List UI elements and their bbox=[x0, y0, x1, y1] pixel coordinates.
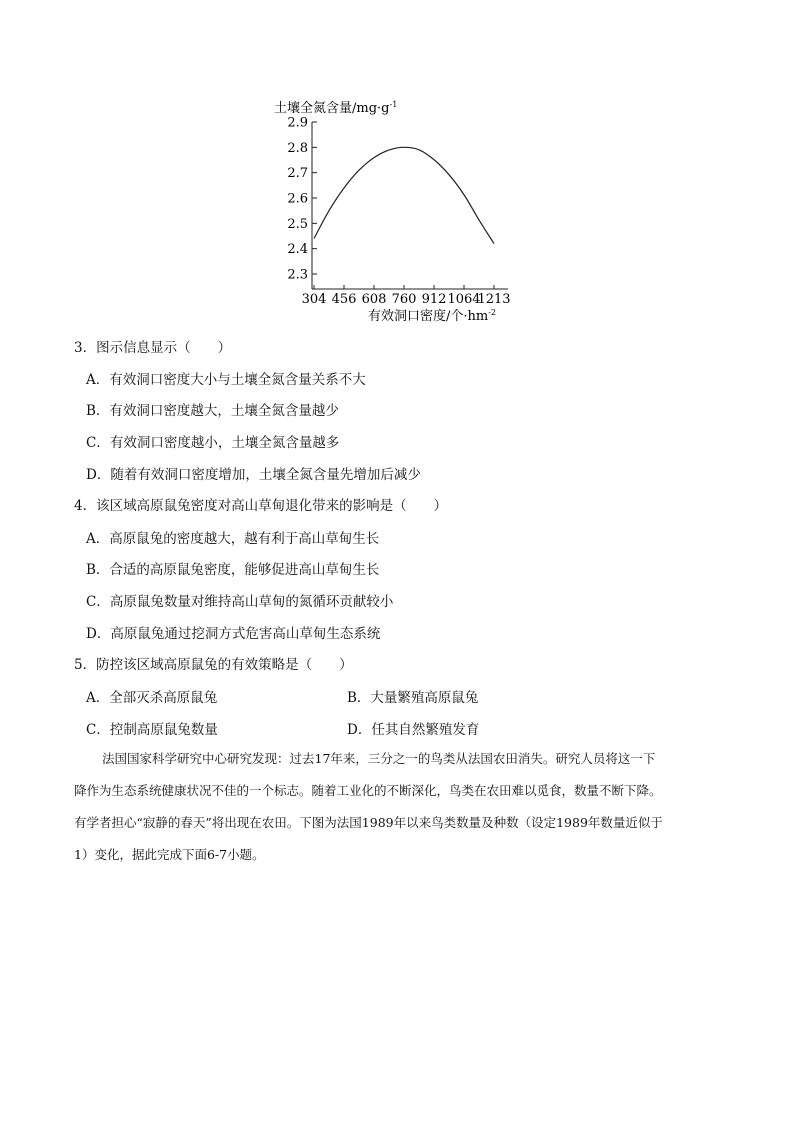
y-tick-label: 2.4 bbox=[287, 242, 308, 258]
q4-option-d: D．高原鼠兔通过挖洞方式危害高山草甸生态系统 bbox=[86, 626, 381, 642]
series-line bbox=[314, 147, 494, 243]
passage-line-1: 法国国家科学研究中心研究发现：过去17年来，三分之一的鸟类从法国农田消失。研究人员将这一下 bbox=[102, 751, 656, 766]
x-axis-title: 有效洞口密度/个$\cdot hm^{-2}$ bbox=[368, 308, 497, 324]
q5-option-c: C．控制高原鼠兔数量 bbox=[86, 722, 218, 738]
passage-line-4: 1）变化，据此完成下面6-7小题。 bbox=[74, 847, 265, 862]
x-tick-label: 608 bbox=[361, 292, 387, 307]
q4-option-b: B．合适的高原鼠兔密度，能够促进高山草甸生长 bbox=[86, 562, 380, 578]
y-tick-label: 2.3 bbox=[287, 267, 308, 283]
nitrogen-chart bbox=[268, 96, 528, 324]
q3-option-a: A．有效洞口密度大小与土壤全氮含量关系不大 bbox=[86, 372, 366, 388]
q5-option-a: A．全部灭杀高原鼠兔 bbox=[86, 690, 218, 706]
x-tick-label: 1064 bbox=[447, 292, 481, 307]
y-tick-label: 2.7 bbox=[287, 166, 308, 182]
x-tick-label: 304 bbox=[301, 292, 327, 307]
x-tick-label: 760 bbox=[391, 292, 417, 307]
x-tick-label: 912 bbox=[421, 292, 447, 307]
y-tick-label: 2.9 bbox=[287, 115, 308, 131]
question-3-stem: 3．图示信息显示（ ） bbox=[74, 340, 232, 356]
q4-option-a: A．高原鼠兔的密度越大，越有利于高山草甸生长 bbox=[86, 531, 380, 547]
q5-option-b: B．大量繁殖高原鼠兔 bbox=[347, 690, 479, 706]
x-tick-label: 456 bbox=[331, 292, 357, 307]
q5-option-d: D．任其自然繁殖发育 bbox=[347, 722, 480, 738]
y-tick-label: 2.6 bbox=[287, 191, 308, 207]
q3-option-c: C．有效洞口密度越小，土壤全氮含量越多 bbox=[86, 435, 340, 451]
passage-line-3: 有学者担心“寂静的春天”将出现在农田。下图为法国1989年以来鸟类数量及种数（设定1989年数量近似于 bbox=[74, 815, 663, 830]
question-4-stem: 4．该区域高原鼠兔密度对高山草甸退化带来的影响是（ ） bbox=[74, 498, 448, 514]
q3-option-d: D．随着有效洞口密度增加，土壤全氮含量先增加后减少 bbox=[86, 467, 421, 483]
q3-option-b: B．有效洞口密度越大，土壤全氮含量越少 bbox=[86, 403, 339, 419]
x-tick-label: 1213 bbox=[477, 292, 511, 307]
q4-option-c: C．高原鼠兔数量对维持高山草甸的氮循环贡献较小 bbox=[86, 594, 394, 610]
chart-svg bbox=[268, 96, 528, 324]
passage-line-2: 降作为生态系统健康状况不佳的一个标志。随着工业化的不断深化，鸟类在农田难以觅食，数量不断下降。 bbox=[74, 783, 662, 798]
y-tick-label: 2.8 bbox=[287, 140, 308, 156]
y-axis-title: 土壤全氮含量$/mg\cdot g^{-1}$ bbox=[274, 100, 398, 116]
y-tick-label: 2.5 bbox=[287, 216, 308, 232]
question-5-stem: 5．防控该区域高原鼠兔的有效策略是（ ） bbox=[74, 657, 353, 673]
